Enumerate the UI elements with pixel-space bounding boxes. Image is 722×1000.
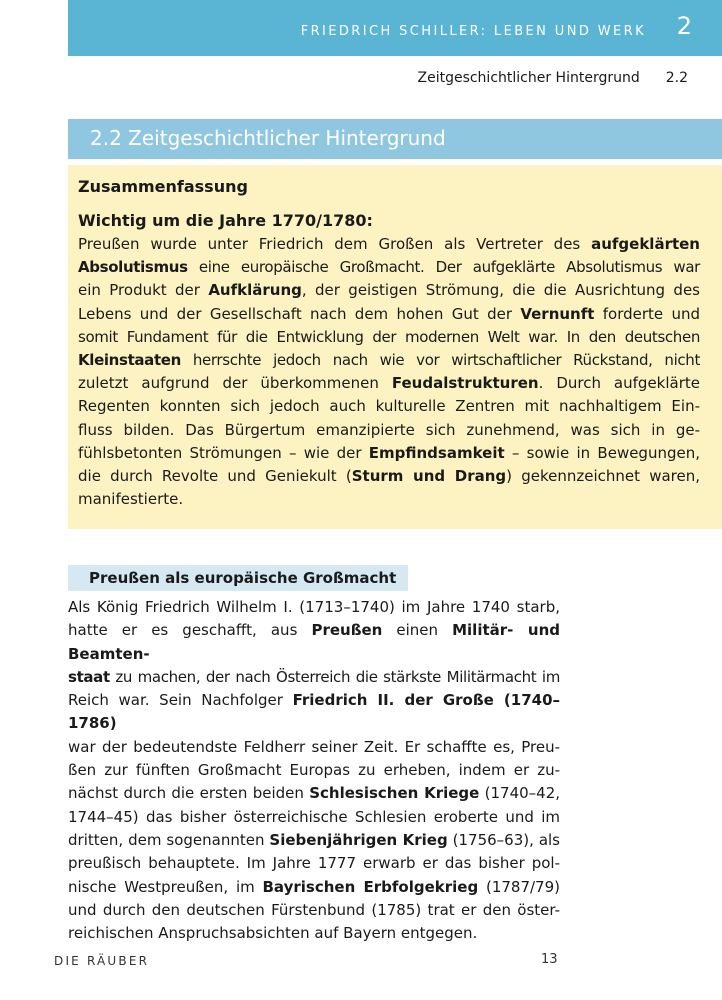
- bold-term: staat: [68, 667, 110, 686]
- text-line: [78, 488, 700, 511]
- text-line: [68, 759, 560, 782]
- page-number: 13: [541, 952, 558, 967]
- text-run: Regenten konnten sich jedoch auch kulturelle Zentren mit nachhaltigem Ein-: [78, 397, 700, 416]
- running-head: [417, 70, 688, 86]
- text-run: preußisch behauptete. Im Jahre 1777 erwarb er das bisher pol-: [68, 854, 560, 873]
- text-run: (1787/79): [478, 877, 560, 896]
- summary-heading: Zusammenfassung: [78, 177, 248, 196]
- text-run: zuletzt aufgrund der überkommenen: [78, 374, 392, 393]
- bold-term: Vernunft: [520, 304, 595, 323]
- text-run: Reich war. Sein Nachfolger: [68, 691, 293, 710]
- text-run: nächst durch die ersten beiden: [68, 784, 310, 803]
- text-line: [68, 782, 560, 805]
- text-run: , der geistigen Strömung, die die Ausrichtung des: [301, 281, 700, 300]
- text-run: fluss bilden. Das Bürgertum emanzipierte sich zunehmend, was sich in ge-: [78, 420, 700, 439]
- section-title-band: [68, 119, 722, 159]
- text-run: fühlsbetonten Strömungen – wie der: [78, 443, 369, 462]
- section-title: 2.2 Zeitgeschichtlicher Hintergrund: [90, 126, 446, 150]
- bold-term: Empfindsamkeit: [368, 443, 505, 462]
- bold-term: Preußen: [311, 621, 383, 640]
- text-run: ) gekennzeichnet waren,: [506, 467, 700, 486]
- bold-term: Schlesischen Kriege: [309, 784, 480, 803]
- text-run: hatte er es geschafft, aus: [68, 621, 312, 640]
- bold-term: Bayrischen Erbfolgekrieg: [262, 877, 479, 896]
- bold-term: Siebenjährigen Krieg: [269, 830, 448, 849]
- text-run: Als König Friedrich Wilhelm I. (1713–1740) im Jahre 1740 starb,: [68, 598, 560, 616]
- bold-term: Friedrich II. der Große (1740–1786): [68, 691, 561, 733]
- text-run: somit Fundament für die Entwicklung der modernen Welt war. In den deutschen: [78, 327, 700, 346]
- chapter-number: 2: [676, 12, 692, 40]
- bold-term: aufgeklärten: [591, 235, 700, 253]
- text-run: nische Westpreußen, im: [68, 877, 263, 896]
- bold-term: Sturm und Drang: [351, 467, 507, 486]
- text-line: [78, 326, 700, 349]
- summary-subheading: Wichtig um die Jahre 1770/1780:: [78, 211, 373, 230]
- text-line: [78, 419, 700, 442]
- footer-book-title: DIE RÄUBER: [54, 954, 150, 968]
- bold-term: Militär- und Beamten-: [68, 621, 560, 663]
- text-run: (1756–63), als: [447, 830, 561, 849]
- text-run: herrschte jedoch nach wie vor wirtschaftlicher Rückstand, nicht: [180, 351, 700, 370]
- text-run: Lebens und der Gesellschaft nach dem hohen Gut der: [78, 304, 521, 323]
- text-run: und durch den deutschen Fürstenbund (1785) trat er den öster-: [68, 900, 560, 919]
- running-head-number: 2.2: [665, 70, 688, 86]
- text-line: [78, 256, 700, 279]
- text-run: ßen zur fünften Großmacht Europas zu erheben, indem er zu-: [68, 761, 560, 780]
- text-line: [68, 689, 560, 736]
- text-line: [68, 852, 560, 875]
- text-run: die durch Revolte und Geniekult (: [78, 467, 352, 486]
- bold-term: Absolutismus: [78, 258, 188, 277]
- text-line: [78, 303, 700, 326]
- text-run: – sowie in Bewegungen,: [504, 443, 700, 462]
- text-line: [68, 666, 560, 689]
- text-run: forderte und: [594, 304, 700, 323]
- text-run: ein Produkt der: [78, 281, 209, 300]
- text-line: [68, 922, 560, 945]
- prussia-heading: Preußen als europäische Großmacht: [89, 569, 397, 587]
- text-run: dritten, dem sogenannten: [68, 830, 270, 849]
- text-line: [68, 619, 560, 666]
- prussia-text: [68, 596, 560, 945]
- series-title: FRIEDRICH SCHILLER: LEBEN UND WERK: [300, 24, 646, 39]
- text-line: [68, 806, 560, 829]
- prussia-heading-band: [68, 565, 408, 591]
- text-line: [78, 349, 700, 372]
- text-line: [68, 876, 560, 899]
- text-line: [78, 465, 700, 488]
- running-head-title: Zeitgeschichtlicher Hintergrund: [417, 70, 640, 86]
- text-run: war der bedeutendste Feldherr seiner Zeit. Er schaffte es, Preu-: [68, 737, 560, 756]
- bold-term: Kleinstaaten: [78, 351, 181, 370]
- text-run: 1744–45) das bisher österreichische Schlesien eroberte und im: [68, 807, 560, 826]
- bold-term: Feudalstrukturen: [391, 374, 539, 393]
- bold-term: Aufklärung: [208, 281, 302, 300]
- text-run: zu machen, der nach Österreich die stärkste Militärmacht im: [109, 667, 560, 686]
- chapter-header-band: [68, 0, 722, 56]
- text-line: [68, 596, 560, 619]
- text-run: reichischen Anspruchsabsichten auf Bayern entgegen.: [68, 924, 478, 943]
- text-line: [68, 899, 560, 922]
- text-line: [78, 395, 700, 418]
- text-line: [78, 442, 700, 465]
- text-line: [68, 736, 560, 759]
- text-line: [78, 279, 700, 302]
- text-run: manifestierte.: [78, 490, 184, 509]
- summary-box: [68, 165, 722, 529]
- text-run: einen: [382, 621, 453, 640]
- text-run: (1740–42,: [479, 784, 561, 803]
- text-line: [78, 233, 700, 256]
- text-run: eine europäische Großmacht. Der aufgeklärte Absolutismus war: [187, 258, 700, 277]
- text-line: [68, 829, 560, 852]
- summary-text: [78, 233, 700, 511]
- text-run: Preußen wurde unter Friedrich dem Großen als Vertreter des: [78, 235, 592, 253]
- text-run: . Durch aufgeklärte: [538, 374, 700, 393]
- text-line: [78, 372, 700, 395]
